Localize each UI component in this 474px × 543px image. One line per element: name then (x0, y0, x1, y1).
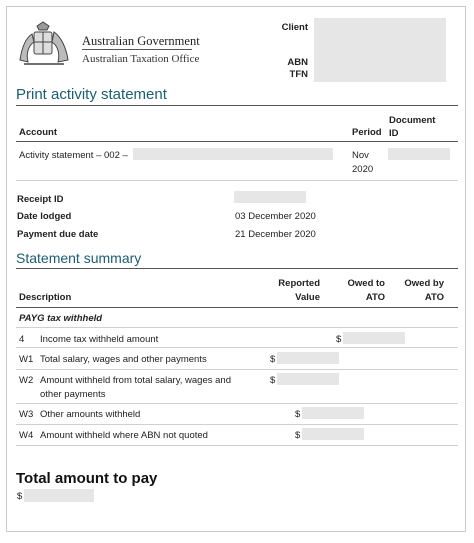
client-label: Client (281, 22, 308, 33)
col-document-id: Document ID (389, 115, 436, 139)
row-currency: $ (270, 354, 276, 365)
row-rule (16, 403, 458, 404)
row-code: W3 (19, 409, 34, 420)
row-currency: $ (295, 430, 301, 441)
col-reported-1: Reported (278, 278, 320, 289)
row-currency: $ (270, 375, 276, 386)
row-rule (16, 445, 458, 446)
row-description-line1: Amount withheld from total salary, wages and (40, 375, 231, 386)
row-description: Total salary, wages and other payments (40, 354, 207, 365)
gov-divider (82, 49, 192, 50)
account-name: Activity statement – 002 – (19, 150, 128, 161)
row-rule (16, 369, 458, 370)
payment-due-value: 21 December 2020 (235, 229, 316, 240)
summary-header-rule (16, 307, 458, 308)
col-owed-to-2: ATO (365, 292, 385, 303)
col-description: Description (19, 292, 72, 303)
col-account: Account (19, 127, 57, 138)
row-rule (16, 327, 458, 328)
row-description: Other amounts withheld (40, 409, 141, 420)
row-code: W2 (19, 375, 34, 386)
row-amount-redacted (343, 332, 405, 344)
row-description-line2: other payments (40, 389, 106, 400)
gov-name: Australian Government (82, 34, 200, 48)
period-month: Nov (352, 150, 369, 161)
account-row-rule (16, 180, 458, 181)
row-currency: $ (336, 334, 342, 345)
col-period: Period (352, 127, 382, 138)
payg-group-title: PAYG tax withheld (19, 313, 103, 324)
total-title: Total amount to pay (16, 470, 158, 487)
row-amount-redacted (277, 373, 339, 385)
account-redacted (133, 148, 333, 160)
col-reported-2: Value (295, 292, 320, 303)
col-owed-by-1: Owed by (404, 278, 444, 289)
row-rule (16, 347, 458, 348)
statement-frame (6, 6, 466, 532)
total-currency: $ (17, 491, 23, 502)
col-owed-to-1: Owed to (347, 278, 385, 289)
row-amount-redacted (277, 352, 339, 364)
page-title: Print activity statement (16, 86, 167, 103)
row-code: W4 (19, 430, 34, 441)
client-redacted (314, 18, 446, 82)
row-description: Income tax withheld amount (40, 334, 159, 345)
summary-rule (16, 268, 458, 269)
date-lodged-value: 03 December 2020 (235, 211, 316, 222)
col-owed-by-2: ATO (424, 292, 444, 303)
receipt-id-label: Receipt ID (17, 194, 64, 205)
row-amount-redacted (302, 407, 364, 419)
period-year: 2020 (352, 164, 374, 175)
row-amount-redacted (302, 428, 364, 440)
total-amount-redacted (24, 489, 94, 502)
summary-heading: Statement summary (16, 250, 142, 266)
row-rule (16, 424, 458, 425)
row-code: 4 (19, 334, 25, 345)
receipt-id-redacted (234, 191, 306, 203)
abn-label: ABN (287, 57, 308, 68)
row-description: Amount withheld where ABN not quoted (40, 430, 208, 441)
gov-office: Australian Taxation Office (82, 53, 200, 65)
row-currency: $ (295, 409, 301, 420)
payment-due-label: Payment due date (17, 229, 99, 240)
date-lodged-label: Date lodged (17, 211, 72, 222)
coat-of-arms-icon (14, 20, 74, 68)
account-header-rule (16, 141, 458, 142)
title-rule (16, 105, 458, 106)
document-id-redacted (388, 148, 450, 160)
tfn-label: TFN (289, 69, 308, 80)
row-code: W1 (19, 354, 34, 365)
